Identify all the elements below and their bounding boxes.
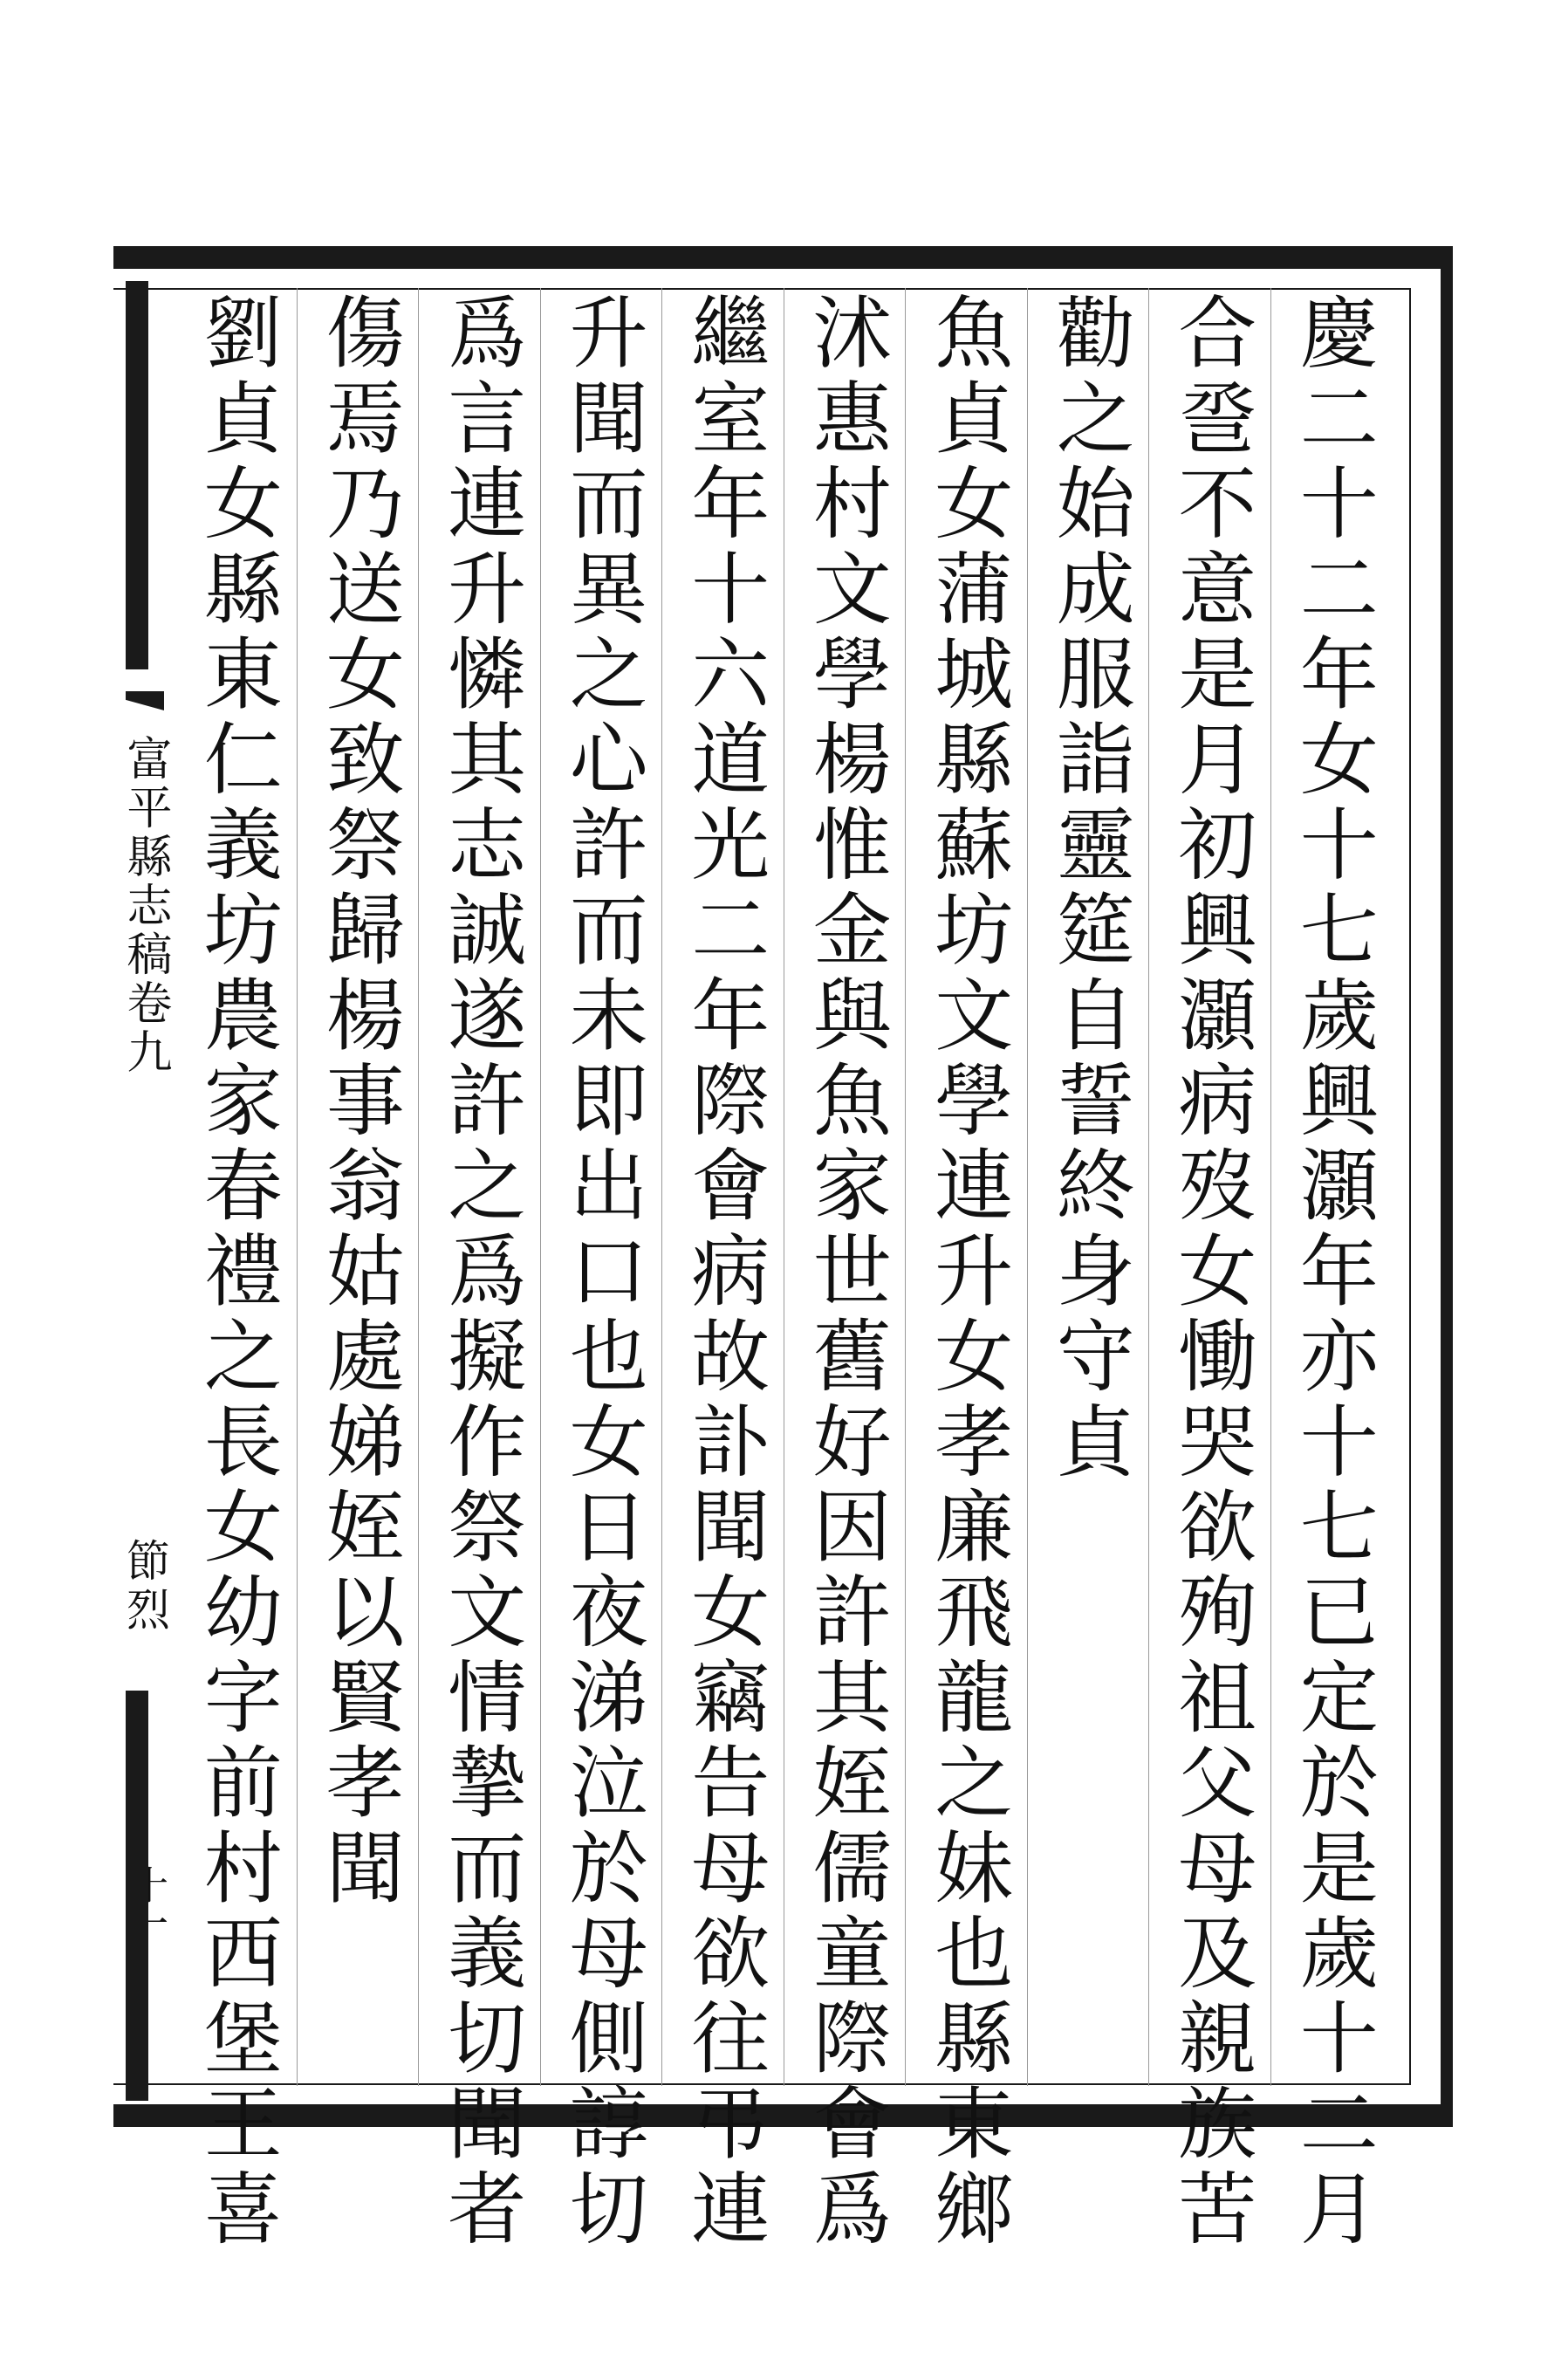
fold-upper-black-bar xyxy=(126,281,148,669)
column-text: 升聞而異之心許而未即出口也女日夜涕泣於母側諄切 xyxy=(555,292,647,2254)
text-column-9 xyxy=(297,288,419,2086)
fold-lower-black-bar xyxy=(126,1691,148,2101)
text-column-5 xyxy=(784,288,906,2254)
text-column-8 xyxy=(418,288,540,2254)
text-column-7 xyxy=(540,288,662,2254)
text-column-10 xyxy=(175,288,297,2254)
text-column-3 xyxy=(1027,288,1149,2086)
column-text: 爲言連升憐其志誠遂許之爲擬作祭文情摯而義切聞者 xyxy=(434,292,526,2254)
column-text: 魚貞女蒲城縣蘇坊文學連升女孝廉飛龍之妹也縣東鄉 xyxy=(921,292,1013,2254)
fold-column xyxy=(113,246,175,2127)
text-column-4 xyxy=(905,288,1027,2254)
column-text: 慶二十二年女十七歲興灝年亦十七已定於是歲十二月 xyxy=(1285,292,1378,2254)
column-text: 劉貞女縣東仁義坊農家春禮之長女幼字前村西堡王喜 xyxy=(189,292,282,2254)
column-text: 勸之始成服詣靈筵自誓終身守貞 xyxy=(1042,292,1134,1485)
fold-fishtail-mark xyxy=(126,691,164,710)
text-column-1 xyxy=(1270,288,1393,2254)
column-text: 合巹不意是月初興灝病歿女慟哭欲殉祖父母及親族苦 xyxy=(1164,292,1256,2254)
column-text: 傷焉乃送女致祭歸楊事翁姑處娣姪以賢孝聞 xyxy=(312,292,404,1912)
text-columns xyxy=(175,288,1392,2254)
fold-section-title: 節烈 xyxy=(120,1538,170,1636)
text-column-6 xyxy=(661,288,784,2254)
column-text: 繼室年十六道光二年際會病故訃聞女竊告母欲往弔連 xyxy=(677,292,770,2254)
text-column-2 xyxy=(1148,288,1270,2254)
column-text: 沭惠村文學楊惟金與魚家世舊好因許其姪儒童際會爲 xyxy=(798,292,891,2254)
frame-inner-right-rule xyxy=(1409,288,1411,2085)
fold-book-title: 富平縣志稿卷九 xyxy=(119,735,171,1077)
